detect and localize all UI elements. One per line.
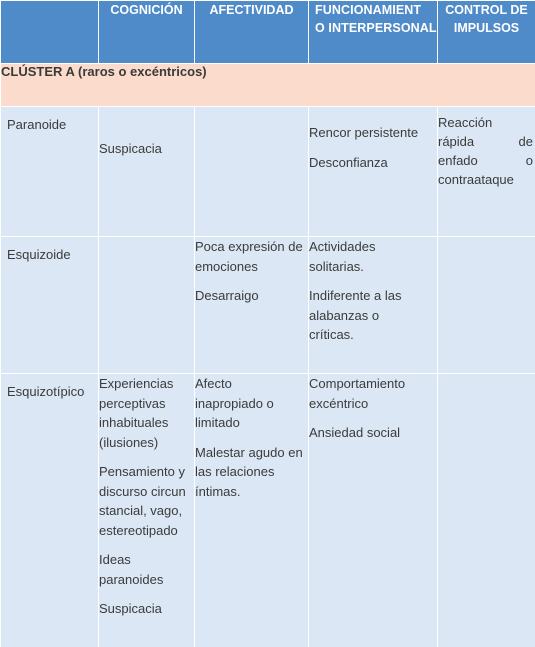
cluster-title: CLÚSTER A (raros o excéntricos) [1,64,535,107]
cell-line: contraataque [438,172,514,187]
row-name: Esquizoide [1,237,99,374]
table-row-esquizoide [1,237,535,374]
header-funcionamiento-line1: FUNCIONAMIENT [315,3,422,17]
header-afectividad: AFECTIVIDAD [195,1,309,64]
cell-item: Afecto inapropiado o limitado [195,376,274,430]
cell-funcionamiento [309,237,438,374]
cell-cognicion [99,374,195,647]
table-row-esquizotipico [1,374,535,647]
cell-afectividad [195,374,309,647]
cell-item: Experiencias perceptivas inhabituales (ilusiones) [99,376,174,450]
cell-item: Rencor persistente [309,125,419,140]
header-row [1,1,535,64]
cell-item: Suspicacia [99,141,162,156]
header-funcionamiento-interpersonal [309,1,438,64]
cell-item: Pensamiento y discurso circunstancial, vago, estereotipado [99,464,186,538]
cell-funcionamiento [309,107,438,237]
cell-funcionamiento [309,374,438,647]
cluster-row [1,64,535,107]
cell-line: enfado o [438,153,533,168]
header-funcionamiento-line2: O INTERPERSONAL [315,21,437,35]
cell-control [438,107,535,237]
cell-item: Poca expresión de emociones [195,239,303,274]
header-control-line1: CONTROL DE [445,3,528,17]
cell-line: Reacción [438,115,493,130]
row-name: Esquizotípico [1,374,99,647]
cell-control [438,237,535,374]
header-control-line2: IMPULSOS [453,21,520,35]
cell-item: Indiferente a las alabanzas o críticas. [309,288,402,342]
cell-afectividad [195,237,309,374]
cell-control [438,374,535,647]
row-name: Paranoide [1,107,99,237]
cell-item: Comportamiento excéntrico [309,376,406,411]
cell-item: Actividades solitarias. [309,239,376,274]
cell-item: Ansiedad social [309,425,401,440]
cell-item: Suspicacia [99,601,162,616]
cell-item: Desconfianza [309,154,388,170]
cell-item: Malestar agudo en las relaciones íntimas. [195,444,303,499]
header-empty-cell [1,1,99,64]
table-row-paranoide [1,107,535,237]
cell-item: Ideas paranoides [99,552,164,587]
cell-afectividad [195,107,309,237]
cell-cognicion [99,107,195,237]
header-cognicion: COGNICIÓN [99,1,195,64]
cell-cognicion [99,237,195,374]
header-control-impulsos [438,1,535,64]
cell-line: rápida de [438,134,533,149]
cell-item: Desarraigo [195,288,259,303]
